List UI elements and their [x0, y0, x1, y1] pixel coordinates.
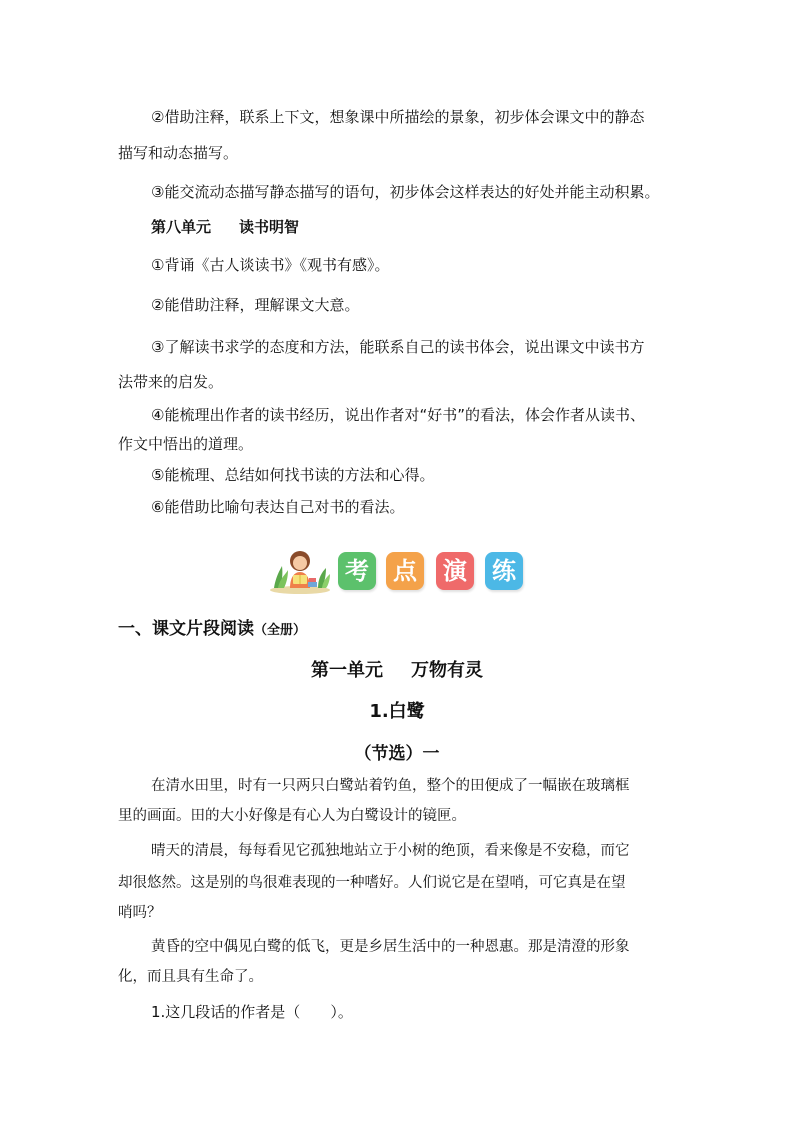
section1-title-text: 一、课文片段阅读 — [118, 619, 254, 639]
question-1: 1.这几段话的作者是（ ）。 — [151, 1003, 353, 1021]
section1-title-note: （全册） — [254, 623, 307, 638]
unit8-goal-2: ②能借助注释，理解课文大意。 — [151, 296, 360, 314]
unit8-goal-6: ⑥能借助比喻句表达自己对书的看法。 — [151, 498, 405, 516]
passage-p1-line2: 里的画面。田的大小好像是有心人为白鹭设计的镜匣。 — [118, 808, 466, 824]
banner-tile-dian: 点 — [386, 552, 424, 590]
passage-p3-line2: 化，而且具有生命了。 — [118, 969, 263, 985]
excerpt-label: （节选）一 — [354, 744, 440, 764]
unit7-goal-2-line2: 描写和动态描写。 — [118, 144, 239, 162]
unit1-title — [0, 659, 794, 683]
banner-tile-yan: 演 — [436, 552, 474, 590]
reading-girl-illustration-icon — [268, 548, 332, 594]
banner-tile-lian: 练 — [485, 552, 523, 590]
banner-tile-kao: 考 — [338, 552, 376, 590]
passage-p3-line1: 黄昏的空中偶见白鹭的低飞，更是乡居生活中的一种恩惠。那是清澄的形象 — [151, 939, 630, 955]
unit8-heading — [151, 216, 299, 238]
unit8-goal-3-line1: ③了解读书求学的态度和方法，能联系自己的读书体会，说出课文中读书方 — [151, 338, 645, 356]
unit8-heading-theme: 读书明智 — [239, 218, 300, 236]
unit8-goal-3-line2: 法带来的启发。 — [118, 373, 224, 391]
unit8-goal-4-line2: 作文中悟出的道理。 — [118, 435, 254, 453]
lesson-title: 1.白鹭 — [369, 701, 425, 722]
unit1-title-unit: 第一单元 — [311, 660, 383, 681]
practice-banner — [268, 548, 530, 594]
passage-p2-line2: 却很悠然。这是别的鸟很难表现的一种嗜好。人们说它是在望哨，可它真是在望 — [118, 875, 626, 891]
unit7-goal-3: ③能交流动态描写静态描写的语句，初步体会这样表达的好处并能主动积累。 — [151, 183, 660, 201]
unit7-goal-2-line1: ②借助注释，联系上下文，想象课中所描绘的景象，初步体会课文中的静态 — [151, 108, 645, 126]
unit8-goal-5: ⑤能梳理、总结如何找书读的方法和心得。 — [151, 466, 435, 484]
passage-p2-line3: 哨吗？ — [118, 905, 162, 921]
unit1-title-theme: 万物有灵 — [411, 660, 483, 681]
unit8-heading-unit: 第八单元 — [151, 218, 212, 236]
section1-title — [118, 618, 306, 642]
unit8-goal-4-line1: ④能梳理出作者的读书经历，说出作者对“好书”的看法，体会作者从读书、 — [151, 406, 645, 424]
passage-p2-line1: 晴天的清晨，每每看见它孤独地站立于小树的绝顶，看来像是不安稳，而它 — [151, 843, 630, 859]
passage-p1-line1: 在清水田里，时有一只两只白鹭站着钓鱼，整个的田便成了一幅嵌在玻璃框 — [151, 778, 630, 794]
unit8-goal-1: ①背诵《古人谈读书》《观书有感》。 — [151, 256, 390, 274]
